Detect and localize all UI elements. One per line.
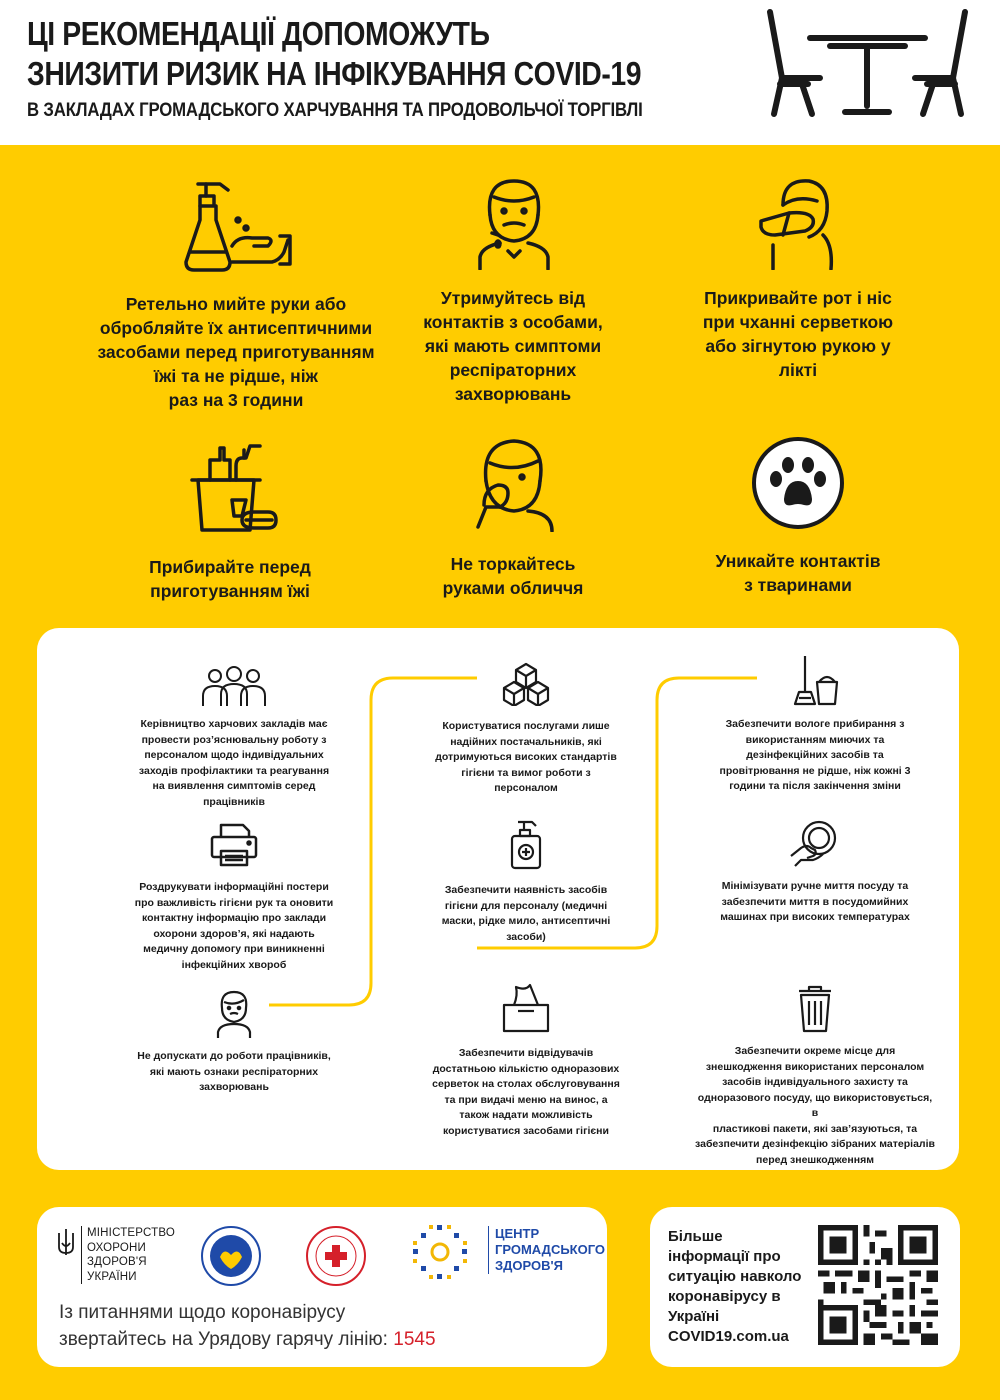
hand-sanitizer-icon (176, 180, 296, 280)
title-line-1: ЦІ РЕКОМЕНДАЦІЇ ДОПОМОЖУТЬ (27, 15, 490, 52)
rec-dishwasher (695, 820, 935, 926)
tip-clean (80, 440, 380, 603)
public-health-emblem-icon (200, 1225, 262, 1287)
footer-more-info-panel (650, 1207, 960, 1367)
rec-no-sick-workers (114, 988, 354, 1096)
hotline-number: 1545 (393, 1329, 436, 1350)
rec-text: Забезпечити наявність засобів гігієни для персоналу (медичні маски, рідке мило, антисептичні засоби) (441, 884, 611, 943)
public-health-center-logo-icon (409, 1221, 471, 1283)
staff-group-icon (199, 666, 269, 708)
rec-print-posters (114, 823, 354, 973)
rec-text: Забезпечити вологе прибирання з використанням миючих та дезінфекційних засобів та провітрювання не рідше, ніж кожні 3 години та після закінчення зміни (719, 718, 911, 792)
hotline-info (59, 1299, 436, 1353)
trident-icon (57, 1227, 75, 1257)
tip-no-touch-face (363, 437, 663, 600)
sick-worker-icon (214, 988, 254, 1040)
tip-cover-cough (648, 175, 948, 382)
rec-text: Роздрукувати інформаційні постери про важливість гігієни рук та оновити контактну інформацію про заклади охорони здоров’я, які надають медичну допомогу при виникненні інфекційних хвороб (134, 881, 334, 971)
rec-staff-briefing (114, 666, 354, 810)
tip-text: Не торкайтесь руками обличчя (442, 554, 584, 598)
ministry-logo-text: МІНІСТЕРСТВО ОХОРОНИ ЗДОРОВ'Я УКРАЇНИ (81, 1226, 175, 1284)
recommendations-card (37, 628, 959, 1170)
tissue-box-icon (500, 983, 552, 1035)
tip-avoid-sick (363, 175, 663, 406)
sick-person-icon (468, 175, 558, 270)
rec-hygiene-supplies (406, 818, 646, 945)
rec-wet-cleaning (695, 654, 935, 795)
rec-text: Забезпечити відвідувачів достатньою кількістю одноразових серветок на столах обслуговування та при видачі меню на винос, а також надати можливість користуватися засобами гігієни (432, 1047, 620, 1137)
trash-bin-icon (795, 983, 835, 1033)
tip-avoid-animals (648, 433, 948, 597)
tip-text: Ретельно мийте руки або обробляйте їх антисептичними засобами перед приготуванням їжі та не рідше, ніж раз на 3 години (97, 294, 375, 410)
cleaning-supplies-icon (180, 440, 280, 535)
cafe-table-chairs-icon (760, 8, 975, 118)
red-cross-logo-icon (305, 1225, 367, 1287)
touch-face-icon (468, 437, 558, 532)
rec-text: Мінімізувати ручне миття посуду та забезпечити миття в посудомийних машинах при високих температурах (720, 880, 910, 923)
mop-bucket-icon (789, 654, 841, 706)
paw-icon (748, 433, 848, 533)
dishwashing-icon (787, 820, 843, 868)
rec-text: Керівництво харчових закладів має провести роз’яснювальну роботу з персоналом щодо індивідуальних заходів профілактики та реагування на виявлення симптомів серед працівників (138, 718, 330, 808)
rec-text: Не допускати до роботи працівників, які мають ознаки респіраторних захворювань (137, 1050, 331, 1093)
rec-napkins (406, 983, 646, 1139)
boxes-icon (500, 656, 552, 706)
rec-reliable-suppliers (406, 656, 646, 797)
soap-dispenser-icon (506, 818, 546, 870)
page-subtitle: В ЗАКЛАДАХ ГРОМАДСЬКОГО ХАРЧУВАННЯ ТА ПРОДОВОЛЬЧОЇ ТОРГІВЛІ (27, 99, 643, 121)
tip-text: Утримуйтесь від контактів з особами, які мають симптоми респіраторних захворювань (423, 288, 603, 404)
more-info-text: Більше інформації про ситуацію навколо коронавірусу в Україні COVID19.com.ua (668, 1228, 802, 1345)
header (0, 0, 1000, 145)
cough-elbow-icon (753, 175, 843, 270)
hotline-text: Із питаннями щодо коронавірусу звертайтесь на Урядову гарячу лінію: (59, 1302, 388, 1350)
footer-logos-panel (37, 1207, 607, 1367)
tip-text: Прикривайте рот і ніс при чханні серветкою або зігнутою рукою у лікті (702, 288, 894, 380)
title-line-2: ЗНИЗИТИ РИЗИК НА ІНФІКУВАННЯ COVID-19 (27, 55, 642, 92)
tip-text: Уникайте контактів з тваринами (715, 551, 881, 595)
printer-icon (209, 823, 259, 867)
tip-text: Прибирайте перед приготуванням їжі (149, 557, 311, 601)
public-health-center-text: ЦЕНТР ГРОМАДСЬКОГО ЗДОРОВ'Я (488, 1226, 605, 1274)
qr-code-icon[interactable] (818, 1225, 938, 1345)
page-title (27, 14, 646, 94)
rec-text: Забезпечити окреме місце для знешкодження використаних персоналом засобів індивідуального захисту та одноразового посуду, що використовується, в пластикові пакети, які зав’язуються, та забезпечити дезінфекцію зібраних матеріалів перед знешкодженням (695, 1045, 935, 1166)
rec-text: Користуватися послугами лише надійних постачальників, які дотримуються високих стандартів гігієни та вимог роботи з персоналом (435, 720, 617, 794)
rec-waste-disposal (695, 983, 935, 1168)
tip-wash-hands (86, 180, 386, 412)
